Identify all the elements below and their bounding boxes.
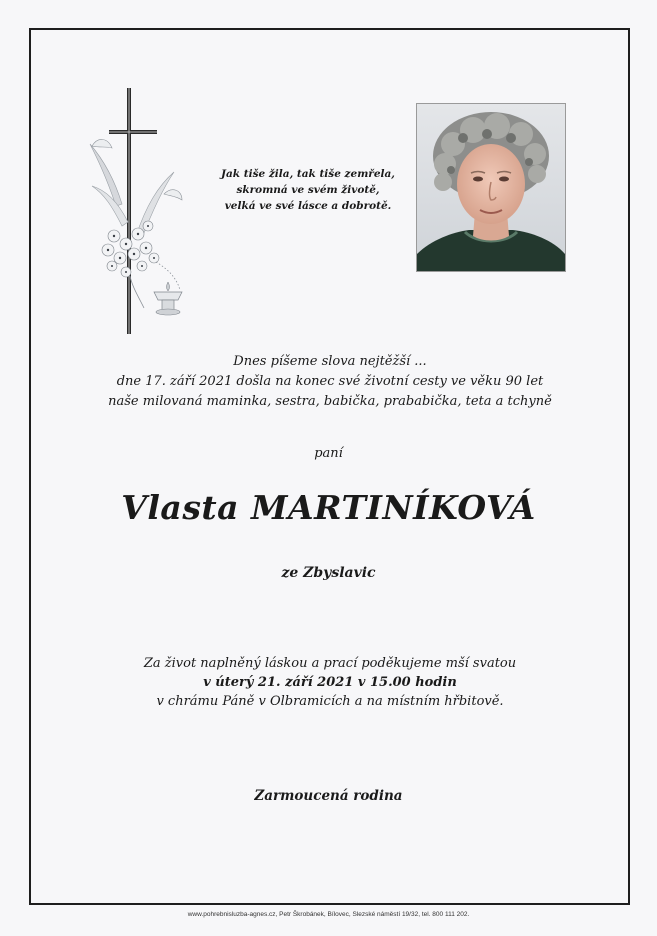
cross-with-flowers-icon xyxy=(86,86,206,338)
motto-line-3: velká ve své lásce a dobrotě. xyxy=(224,200,392,212)
motto-line-2: skromná ve svém životě, xyxy=(236,184,380,196)
honorific: paní xyxy=(314,446,343,461)
announcement-text xyxy=(60,352,600,412)
funeral-line-3: v chrámu Páně v Olbramicích a na místním hřbitově. xyxy=(156,694,504,709)
intro-line-3: naše milovaná maminka, sestra, babička, prababička, teta a tchyně xyxy=(108,394,552,409)
intro-line-1: Dnes píšeme slova nejtěžší ... xyxy=(233,354,427,369)
portrait-icon xyxy=(417,104,565,271)
portrait-photo xyxy=(416,103,566,272)
deceased-origin: ze Zbyslavic xyxy=(281,565,376,581)
intro-line-2: dne 17. září 2021 došla na konec své životní cesty ve věku 90 let xyxy=(116,374,544,389)
family-signature: Zarmoucená rodina xyxy=(254,788,403,804)
motto-verse xyxy=(200,166,416,214)
motto-line-1: Jak tiše žila, tak tiše zemřela, xyxy=(221,168,395,180)
funeral-service-footer: www.pohrebnisluzba-agnes.cz, Petr Škrobánek, Bílovec, Slezské náměstí 19/32, tel. 800 111 202. xyxy=(187,911,470,918)
funeral-date-time: v úterý 21. září 2021 v 15.00 hodin xyxy=(203,675,457,690)
funeral-details xyxy=(60,654,600,711)
deceased-name: Vlasta MARTINÍKOVÁ xyxy=(121,488,536,527)
funeral-line-1: Za život naplněný láskou a prací poděkujeme mší svatou xyxy=(143,656,517,671)
